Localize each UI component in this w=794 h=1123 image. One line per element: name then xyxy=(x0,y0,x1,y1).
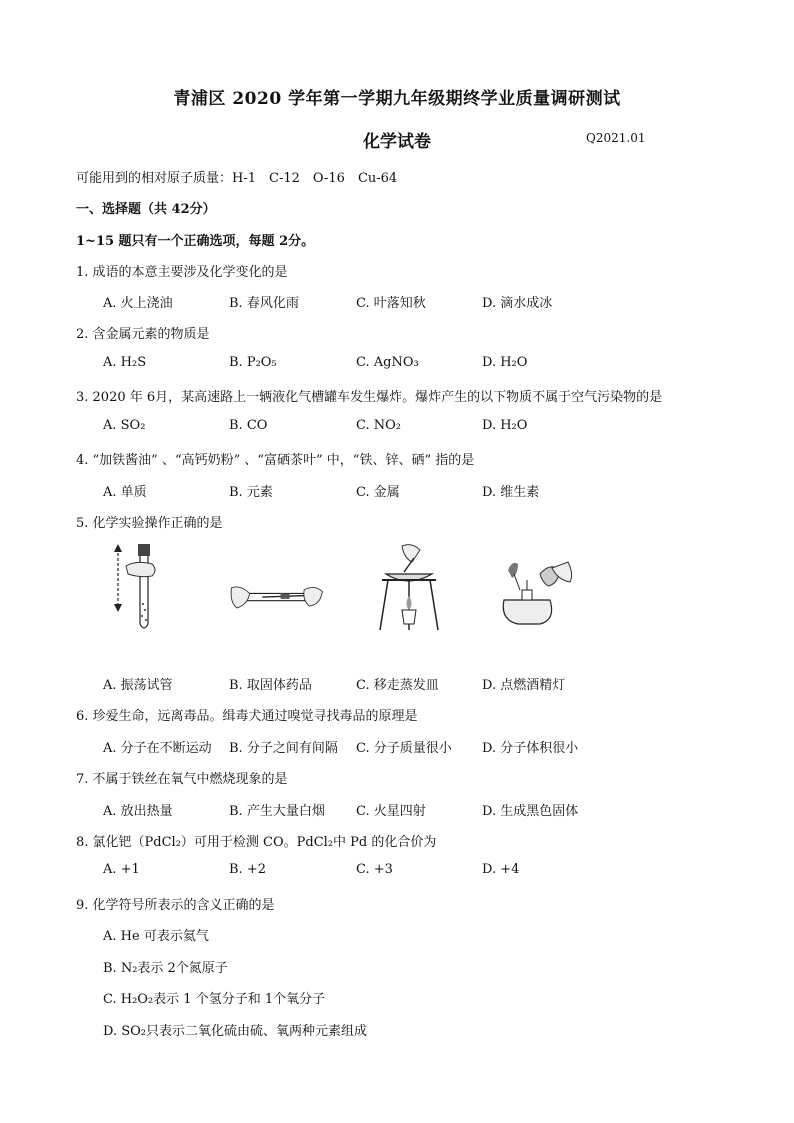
q4-option-a: A. 单质 xyxy=(103,485,147,500)
q6-option-b: B. 分子之间有间隔 xyxy=(229,741,338,756)
q1-option-b: B. 春风化雨 xyxy=(229,296,299,311)
q8-option-a: A. +1 xyxy=(103,862,140,877)
question-7-stem: 7. 不属于铁丝在氧气中燃烧现象的是 xyxy=(76,772,288,787)
q8-option-d: D. +4 xyxy=(482,862,520,877)
q9-option-c: C. H₂O₂表示 1 个氢分子和 1个氧分子 xyxy=(103,992,326,1007)
q5-option-b: B. 取固体药品 xyxy=(229,678,312,693)
question-2-stem: 2. 含金属元素的物质是 xyxy=(76,327,210,342)
q3-option-d: D. H₂O xyxy=(482,418,528,433)
alcohol-lamp-figure xyxy=(488,540,588,635)
question-9-stem: 9. 化学符号所表示的含义正确的是 xyxy=(76,898,275,913)
q2-option-a: A. H₂S xyxy=(103,355,147,370)
atomic-mass-note: 可能用到的相对原子质量：H-1 C-12 O-16 Cu-64 xyxy=(76,171,398,186)
q7-option-d: D. 生成黑色固体 xyxy=(482,804,579,819)
q4-option-d: D. 维生素 xyxy=(482,485,540,500)
exam-code: Q2021.01 xyxy=(586,131,646,145)
q1-option-a: A. 火上浇油 xyxy=(103,296,173,311)
q6-option-d: D. 分子体积很小 xyxy=(482,741,579,756)
question-6-stem: 6. 珍爱生命，远离毒品。缉毒犬通过嗅觉寻找毒品的原理是 xyxy=(76,709,418,724)
q3-option-a: A. SO₂ xyxy=(103,418,146,433)
q5-option-c: C. 移走蒸发皿 xyxy=(356,678,439,693)
q9-option-a: A. He 可表示氦气 xyxy=(103,929,209,944)
question-4-stem: 4. “加铁酱油” 、“高钙奶粉” 、“富硒茶叶” 中，“铁、锌、硒” 指的是 xyxy=(76,453,475,468)
question-3-stem: 3. 2020 年 6月，某高速路上一辆液化气槽罐车发生爆炸。爆炸产生的以下物质不属于空气污染物的是 xyxy=(76,390,663,405)
q9-option-d: D. SO₂只表示二氧化硫由硫、氧两种元素组成 xyxy=(103,1024,367,1039)
q6-option-c: C. 分子质量很小 xyxy=(356,741,452,756)
q7-option-b: B. 产生大量白烟 xyxy=(229,804,325,819)
evaporating-dish-figure xyxy=(362,540,462,635)
q7-option-a: A. 放出热量 xyxy=(103,804,173,819)
q9-option-b: B. N₂表示 2个氮原子 xyxy=(103,961,228,976)
q3-option-b: B. CO xyxy=(229,418,268,433)
exam-subtitle: 化学试卷 xyxy=(363,132,431,152)
question-5-stem: 5. 化学实验操作正确的是 xyxy=(76,516,223,531)
q3-option-c: C. NO₂ xyxy=(356,418,401,433)
question-1-stem: 1. 成语的本意主要涉及化学变化的是 xyxy=(76,265,288,280)
q8-option-c: C. +3 xyxy=(356,862,393,877)
q4-option-b: B. 元素 xyxy=(229,485,273,500)
q2-option-d: D. H₂O xyxy=(482,355,528,370)
exam-title: 青浦区 2020 学年第一学期九年级期终学业质量调研测试 xyxy=(173,89,621,109)
shaking-test-tube-figure xyxy=(100,540,200,635)
q5-option-d: D. 点燃酒精灯 xyxy=(482,678,566,693)
q5-option-a: A. 振荡试管 xyxy=(103,678,173,693)
q1-option-c: C. 叶落知秋 xyxy=(356,296,426,311)
q2-option-b: B. P₂O₅ xyxy=(229,355,277,370)
question-8-stem: 8. 氯化钯（PdCl₂）可用于检测 CO。PdCl₂中 Pd 的化合价为 xyxy=(76,835,437,850)
section-instruction: 1~15 题只有一个正确选项，每题 2分。 xyxy=(76,234,315,249)
q8-option-b: B. +2 xyxy=(229,862,266,877)
q1-option-d: D. 滴水成冰 xyxy=(482,296,553,311)
q4-option-c: C. 金属 xyxy=(356,485,400,500)
q6-option-a: A. 分子在不断运动 xyxy=(103,741,212,756)
section-title: 一、选择题（共 42分） xyxy=(76,202,216,217)
q7-option-c: C. 火星四射 xyxy=(356,804,426,819)
q2-option-c: C. AgNO₃ xyxy=(356,355,419,370)
taking-solid-reagent-figure xyxy=(226,540,326,635)
